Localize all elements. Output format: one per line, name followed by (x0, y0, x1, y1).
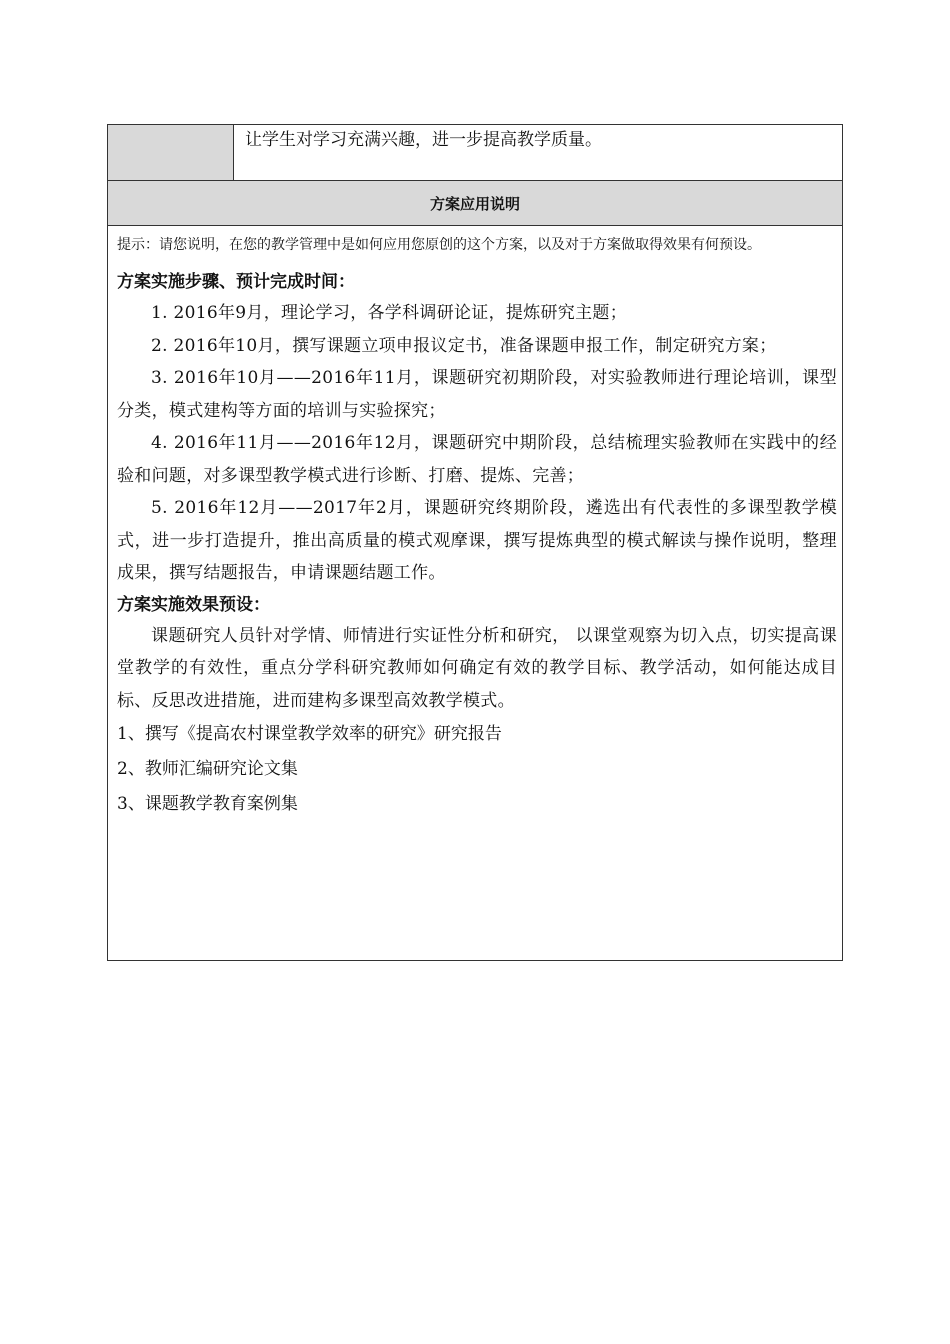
step-item: 3. 2016年10月——2016年11月，课题研究初期阶段，对实验教师进行理论培训，课型分类，模式建构等方面的培训与实验探究； (117, 368, 837, 421)
outcome-item: 1、撰写《提高农村课堂教学效率的研究》研究报告 (117, 724, 502, 744)
step-item: 5. 2016年12月——2017年2月，课题研究终期阶段，遴选出有代表性的多课型教学模式，进一步打造提升，推出高质量的模式观摩课，撰写提炼典型的模式解读与操作说明，整理成果，撰写结题报告，申请课题结题工作。 (117, 498, 837, 583)
hint-text: 提示：请您说明，在您的教学管理中是如何应用您原创的这个方案，以及对于方案做取得效果有何预设。 (117, 237, 761, 253)
continuation-text: 让学生对学习充满兴趣，进一步提高教学质量。 (245, 130, 602, 150)
section-header-title: 方案应用说明 (429, 194, 520, 213)
section-body (117, 235, 837, 822)
effects-paragraph: 课题研究人员针对学情、师情进行实证性分析和研究， 以课堂观察为切入点，切实提高课堂教学的有效性，重点分学科研究教师如何确定有效的教学目标、教学活动，如何能达成目标、反思改进措施，进而建构多课型高效教学模式。 (117, 625, 837, 711)
steps-heading: 方案实施步骤、预计完成时间： (117, 272, 355, 292)
label-cell-empty (108, 125, 234, 180)
step-item: 4. 2016年11月——2016年12月，课题研究中期阶段，总结梳理实验教师在实践中的经验和问题，对多课型教学模式进行诊断、打磨、提炼、完善； (117, 433, 837, 486)
outcome-item: 2、教师汇编研究论文集 (117, 759, 298, 779)
step-item: 2. 2016年10月，撰写课题立项申报议定书，准备课题申报工作，制定研究方案； (151, 335, 777, 356)
plan-table (107, 124, 843, 961)
step-item: 1. 2016年9月，理论学习，各学科调研论证，提炼研究主题； (151, 303, 628, 323)
effects-heading: 方案实施效果预设： (117, 594, 270, 615)
table-row-continuation (108, 125, 842, 181)
outcome-item: 3、课题教学教育案例集 (117, 794, 298, 814)
section-header (108, 181, 842, 226)
